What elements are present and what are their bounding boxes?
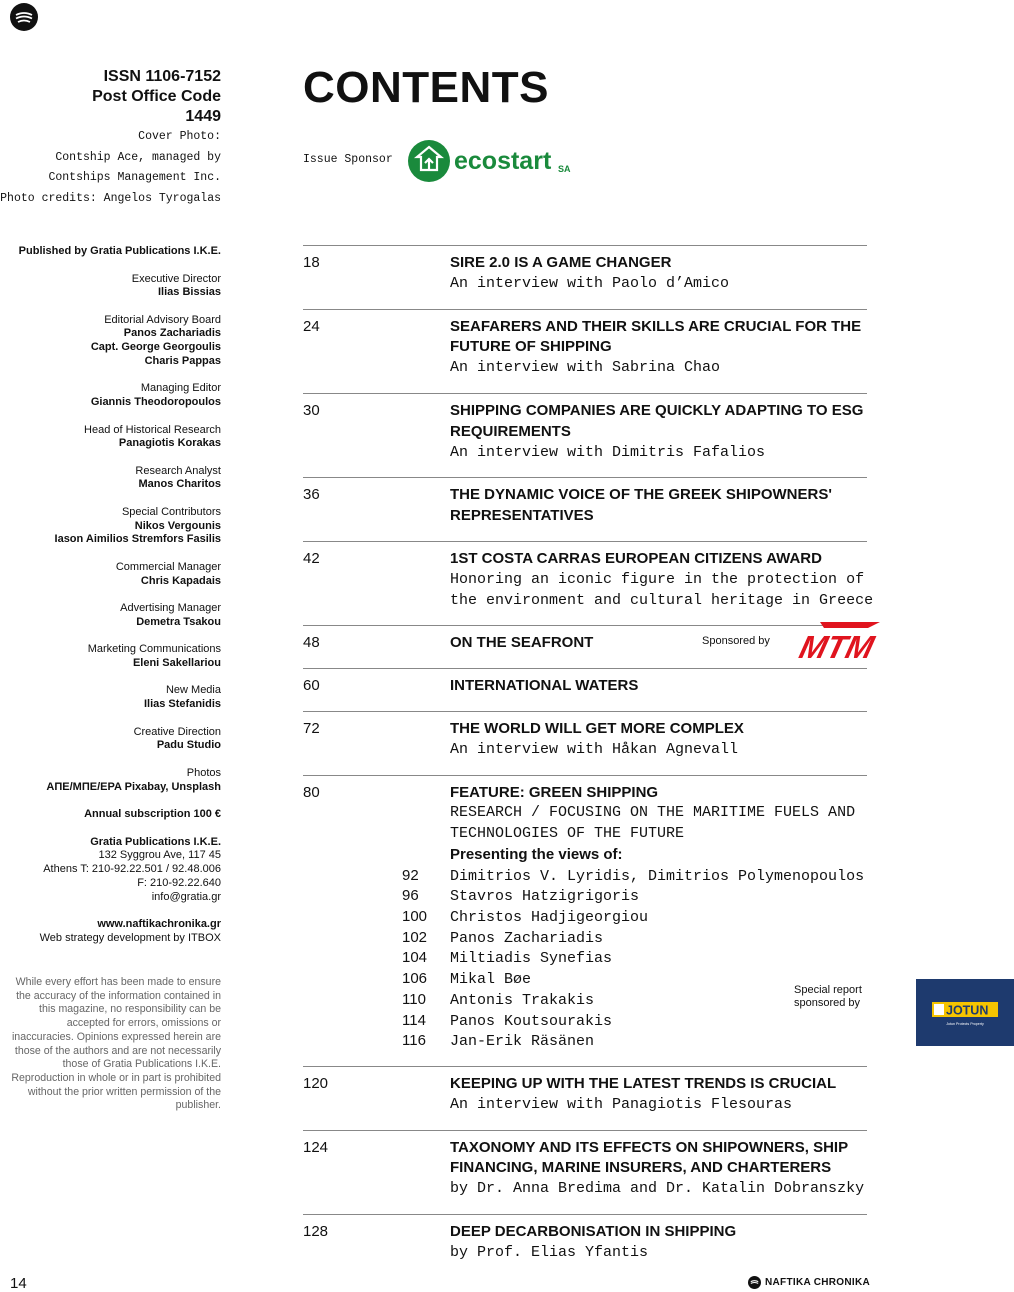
toc-entry[interactable] — [303, 1131, 867, 1214]
view-name: Stavros Hatzigrigoris — [450, 888, 640, 906]
toc-title[interactable]: KEEPING UP WITH THE LATEST TRENDS IS CRUCIAL — [450, 1074, 837, 1092]
toc-entry[interactable] — [303, 246, 867, 309]
toc-body — [450, 1222, 867, 1264]
web-dev-credit: Web strategy development by ITBOX — [39, 931, 221, 944]
view-name: Christos Hadjigeorgiou — [450, 909, 649, 927]
toc-entry[interactable] — [303, 478, 867, 541]
toc-page-number: 124 — [303, 1138, 329, 1156]
toc-subtitle: RESEARCH / FOCUSING ON THE MARITIME FUELS AND — [450, 804, 856, 822]
toc-title[interactable]: DEEP DECARBONISATION IN SHIPPING — [450, 1222, 737, 1240]
brand-name: NAFTIKA CHRONIKA — [765, 1277, 870, 1288]
jotun-logo-text: JOTUN — [946, 1003, 989, 1018]
toc-entry[interactable] — [303, 1067, 867, 1130]
toc-body — [402, 783, 989, 1052]
view-page-number: 110 — [402, 990, 426, 1008]
toc-title[interactable]: TAXONOMY AND ITS EFFECTS ON SHIPOWNERS, SHIP FINANCING, MARINE INSURERS, AND CHARTERERS — [450, 1138, 848, 1177]
credit-name: Chris Kapadais — [140, 574, 221, 587]
toc-subtitle: TECHNOLOGIES OF THE FUTURE — [450, 825, 685, 843]
view-page-number: 106 — [402, 970, 428, 988]
mtm-logo — [790, 618, 882, 666]
view-row[interactable] — [402, 907, 867, 928]
toc-title[interactable]: THE WORLD WILL GET MORE COMPLEX — [450, 719, 744, 737]
ecostart-logo — [407, 138, 577, 184]
view-page-number: 96 — [402, 887, 419, 905]
toc-entry[interactable] — [303, 394, 867, 477]
post-code: 1449 — [185, 108, 221, 125]
cover-line: Cover Photo: — [138, 130, 221, 143]
special-report-line: sponsored by — [794, 997, 861, 1010]
view-name: Mikal Bøe — [450, 971, 532, 989]
issue-sponsor-label: Issue Sponsor — [303, 153, 393, 166]
address-block — [0, 836, 221, 905]
toc-subtitle: An interview with Håkan Agnevall — [450, 740, 739, 758]
toc-body — [450, 1138, 867, 1200]
credit-name: Panos Zachariadis — [123, 327, 221, 340]
ecostart-logo-suffix: SA — [558, 164, 571, 174]
web-block — [0, 918, 221, 945]
toc-title[interactable]: ON THE SEAFRONT — [450, 634, 594, 652]
toc-title[interactable]: INTERNATIONAL WATERS — [450, 677, 639, 695]
credit-entry — [0, 424, 221, 451]
issn: ISSN 1106-7152 — [103, 68, 221, 85]
special-report-line: Special report — [794, 983, 862, 996]
toc-entry[interactable] — [303, 1215, 867, 1278]
view-row[interactable] — [402, 948, 867, 969]
jotun-logo-tagline: Jotun Protects Property — [946, 1021, 984, 1026]
credit-role: Head of Historical Research — [84, 423, 221, 436]
toc-entry[interactable] — [303, 310, 867, 393]
toc-body — [450, 485, 867, 527]
view-row[interactable] — [402, 1031, 867, 1052]
toc-title[interactable]: SEAFARERS AND THEIR SKILLS ARE CRUCIAL FOR THE FUTURE OF SHIPPING — [450, 317, 862, 356]
ecostart-logo-text: ecostart — [454, 147, 552, 175]
street: 132 Syggrou Ave, 117 45 — [98, 849, 221, 862]
toc-body — [450, 676, 867, 697]
toc-title[interactable]: THE DYNAMIC VOICE OF THE GREEK SHIPOWNERS' REPRESENTATIVES — [450, 486, 832, 525]
mtm-logo-text: MTM — [795, 629, 878, 666]
company-name: Gratia Publications I.K.E. — [90, 835, 221, 848]
toc-page-number: 128 — [303, 1222, 329, 1240]
credit-entry — [0, 465, 221, 492]
disclaimer: While every effort has been made to ensure the accuracy of the information contained in this magazine, no responsibility can be accepted for errors, omissions or inaccuracies. Opinions expressed herein are those of the authors and are not necessarily those of Gratia Publications I.K.E. Reproduction in whole or in part is prohibited without the prior written permission of the publisher. — [11, 976, 221, 1112]
toc-page-number: 120 — [303, 1074, 329, 1092]
view-name: Miltiadis Synefias — [450, 950, 613, 968]
credit-role: Commercial Manager — [115, 560, 221, 573]
toc-body — [450, 549, 874, 611]
toc-body — [450, 317, 867, 379]
toc-entry[interactable] — [303, 542, 874, 625]
credits-list — [0, 245, 221, 959]
toc-entry[interactable] — [303, 712, 867, 775]
view-name: Antonis Trakakis — [450, 991, 595, 1009]
credit-name: Iason Aimilios Stremfors Fasilis — [54, 533, 221, 546]
toc-page-number: 72 — [303, 719, 320, 737]
toc-subtitle: the environment and cultural heritage in Greece — [450, 591, 874, 609]
credit-entry — [0, 684, 221, 711]
post-office: Post Office Code — [92, 88, 221, 105]
toc-subtitle: An interview with Panagiotis Flesouras — [450, 1095, 793, 1113]
website-link[interactable]: www.naftikachronika.gr — [97, 918, 221, 931]
credit-role: Creative Direction — [133, 725, 221, 738]
toc-subtitle: An interview with Dimitris Fafalios — [450, 443, 766, 461]
credit-role: Advertising Manager — [120, 602, 221, 615]
toc-title[interactable]: 1ST COSTA CARRAS EUROPEAN CITIZENS AWARD — [450, 549, 822, 567]
view-row[interactable] — [402, 1011, 867, 1032]
masthead-column — [0, 0, 221, 1291]
view-name: Dimitrios V. Lyridis, Dimitrios Polymenopoulos — [450, 867, 865, 885]
toc-entry[interactable] — [303, 669, 867, 711]
credit-name: Charis Pappas — [144, 354, 221, 367]
view-page-number: 116 — [402, 1032, 426, 1050]
toc-subtitle: by Dr. Anna Bredima and Dr. Katalin Dobranszky — [450, 1180, 865, 1198]
credit-entry — [0, 767, 221, 794]
view-page-number: 92 — [402, 866, 419, 884]
toc-page-number: 42 — [303, 549, 320, 567]
toc-title[interactable]: FEATURE: GREEN SHIPPING — [450, 783, 659, 801]
email: info@gratia.gr — [151, 890, 221, 903]
view-name: Jan-Erik Räsänen — [450, 1033, 595, 1051]
toc-body — [450, 1074, 867, 1116]
credit-entry — [0, 602, 221, 629]
views-label: Presenting the views of: — [450, 845, 623, 863]
credit-name: Padu Studio — [156, 739, 221, 752]
credit-name: Ilias Bissias — [158, 286, 221, 299]
footer-brand — [748, 1276, 870, 1289]
credit-name: Giannis Theodoropoulos — [90, 396, 221, 409]
toc-body — [450, 253, 867, 295]
toc-title[interactable]: SHIPPING COMPANIES ARE QUICKLY ADAPTING TO ESG REQUIREMENTS — [450, 401, 864, 440]
toc-page-number: 36 — [303, 486, 320, 504]
credit-name: Ilias Stefanidis — [143, 698, 221, 711]
toc-subtitle: An interview with Sabrina Chao — [450, 359, 721, 377]
page-title: CONTENTS — [303, 63, 549, 112]
credit-role: Editorial Advisory Board — [104, 313, 221, 326]
credit-role: Executive Director — [131, 272, 221, 285]
annual-subscription: Annual subscription 100 € — [84, 808, 221, 821]
credit-role: Research Analyst — [135, 464, 221, 477]
toc-entry[interactable] — [303, 776, 989, 1066]
credit-name: Nikos Vergounis — [134, 519, 221, 532]
credit-name: ΑΠΕ/ΜΠΕ/EPA Pixabay, Unsplash — [46, 780, 221, 793]
cover-line: Contships Management Inc. — [48, 171, 221, 184]
issn-block — [0, 67, 221, 209]
views-list — [402, 866, 989, 1052]
credit-name: Demetra Tsakou — [136, 615, 221, 628]
toc-subtitle: Honoring an iconic figure in the protection of — [450, 570, 865, 588]
brand-emblem-icon — [748, 1276, 761, 1289]
credit-entry — [0, 506, 221, 547]
toc-page-number: 24 — [303, 317, 320, 335]
credit-role: New Media — [165, 684, 221, 697]
credit-entry — [0, 643, 221, 670]
view-row[interactable] — [402, 928, 867, 949]
toc-page-number: 80 — [303, 783, 320, 801]
view-row[interactable] — [402, 866, 867, 887]
toc-body — [450, 401, 867, 463]
toc-page-number: 30 — [303, 401, 320, 419]
credit-role: Photos — [186, 766, 221, 779]
credit-name: Panagiotis Korakas — [118, 437, 221, 450]
published-by: Published by Gratia Publications I.K.E. — [18, 245, 221, 257]
credit-name: Manos Charitos — [138, 478, 221, 491]
fax: F: 210-92.22.640 — [137, 876, 221, 889]
jotun-logo — [916, 979, 1014, 1046]
credit-role: Managing Editor — [140, 382, 221, 395]
view-row[interactable] — [402, 886, 867, 907]
credit-role: Special Contributors — [121, 505, 221, 518]
toc-entry[interactable] — [303, 626, 878, 668]
view-page-number: 102 — [402, 928, 428, 946]
credit-entry — [0, 726, 221, 753]
credit-entry — [0, 273, 221, 300]
view-page-number: 104 — [402, 949, 428, 967]
credit-entry — [0, 382, 221, 409]
credit-entry — [0, 314, 221, 369]
toc-body — [450, 719, 867, 761]
seafront-sponsor-label: Sponsored by — [702, 635, 770, 648]
toc-page-number: 48 — [303, 634, 320, 652]
toc-subtitle: An interview with Paolo d’Amico — [450, 274, 730, 292]
credit-entry — [0, 561, 221, 588]
view-page-number: 114 — [402, 1011, 426, 1029]
view-name: Panos Koutsourakis — [450, 1012, 613, 1030]
toc-subtitle: by Prof. Elias Yfantis — [450, 1243, 649, 1261]
table-of-contents — [303, 245, 989, 1278]
view-page-number: 100 — [402, 908, 428, 926]
phone: Athens T: 210-92.22.501 / 92.48.006 — [43, 863, 221, 876]
cover-line: Contship Ace, managed by — [55, 150, 221, 164]
special-report-label — [794, 984, 862, 1011]
credit-name: Eleni Sakellariou — [132, 656, 221, 669]
credit-name: Capt. George Georgoulis — [90, 341, 221, 354]
toc-page-number: 60 — [303, 677, 320, 695]
toc-page-number: 18 — [303, 254, 320, 271]
toc-title[interactable]: SIRE 2.0 IS A GAME CHANGER — [450, 254, 672, 271]
page-number: 14 — [10, 1275, 27, 1292]
cover-line: Photo credits: Angelos Tyrogalas — [0, 191, 221, 205]
credit-role: Marketing Communications — [87, 643, 221, 656]
view-name: Panos Zachariadis — [450, 929, 604, 947]
